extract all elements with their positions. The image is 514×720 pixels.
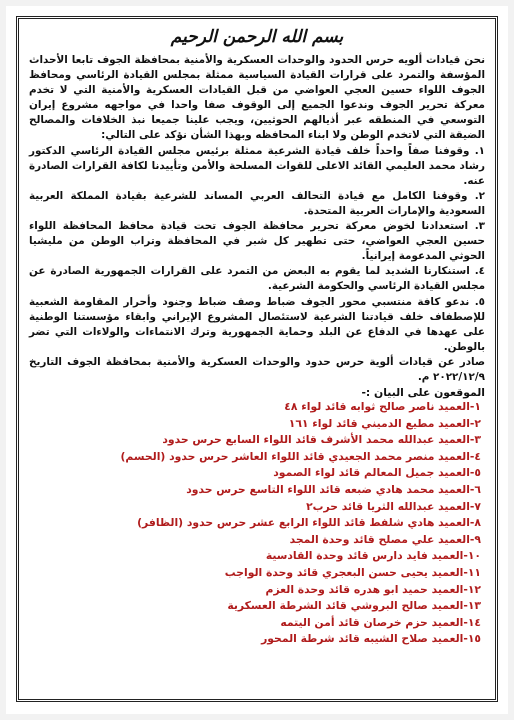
statement-intro: نحن قيادات ألويه حرس الحدود والوحدات العسكرية والأمنية بمحافظة الجوف تابعا الأحداث المؤسفة والتمرد على قرارات القيادة السياسية ممثلة بمجلس القيادة الرئاسي ومحافظ الجوف اللواء حسين العجي العواضي من قبل القيادات العسكرية والأمنية التي لا تخدم معركة تحرير الجوف وندعوا الجميع إلى الوقوف صفا واحدا في مواجهه مشروع إيران التوسعي في المنطقه عبر أذيالهم الحوثيين، ويجب علينا جميعا نبذ الخلافات والمصالح الضيقة التي لاتخدم الوطن ولا ابناء المحافظه وبهذا الشأن نؤكد على التالي:: [29, 54, 485, 142]
statement-body: [29, 53, 485, 385]
statement-point: ٥. ندعو كافة منتسبي محور الجوف ضباط وصف ضباط وجنود وأحرار المقاومة الشعبية للإصطفاف خلف قيادتنا الشرعية لاستئصال المشروع الإيراني وابقاء مؤسستنا الوطنية على عهدها في الدفاع عن البلد وحماية الجمهورية وترك الانتماءات والولاءات التي تضر بالوطن.: [29, 295, 485, 353]
signer-item: ١٠-العميد فايد دارس قائد وحدة القادسية: [265, 549, 481, 563]
document-border-frame: [16, 16, 498, 702]
statement-issued-line: صادر عن قيادات ألوية حرس حدود والوحدات العسكرية والأمنية بمحافظة الجوف التاريخ ٢٠٢٢/١٢/٩ م.: [29, 355, 485, 383]
statement-point: ١. وقوفنا صفاً واحداً خلف قيادة الشرعية ممثلة برئيس مجلس القيادة الرئاسي الدكتور رشاد محمد العليمي القائد الاعلى للقوات المسلحة والأمن وتأييدنا لكافة القرارات الصادرة عنه.: [29, 144, 485, 187]
document-page: [6, 6, 508, 714]
signer-item: ١٣-العميد صالح البروشي قائد الشرطة العسكرية: [227, 599, 481, 613]
signer-item: ٤-العميد منصر محمد الجعيدي قائد اللواء العاشر حرس حدود (الحسم): [120, 449, 481, 463]
signer-item: ٥-العميد جميل المعالم قائد لواء الصمود: [273, 466, 481, 480]
signer-item: ٨-العميد هادي شلفط قائد اللواء الرابع عشر حرس حدود (الظافر): [137, 516, 481, 530]
signer-item: ١١-العميد يحيى حسن البعجري قائد وحدة الواجب: [224, 566, 481, 579]
signer-item: ٩-العميد علي مصلح قائد وحدة المجد: [289, 532, 481, 546]
signer-item: ٣-العميد عبدالله محمد الأشرف قائد اللواء السابع حرس حدود: [162, 433, 481, 447]
signer-item: ٦-العميد محمد هادي ضبعه قائد اللواء التاسع حرس حدود: [186, 483, 481, 497]
signer-item: ٢-العميد مطيع الدميني قائد لواء ١٦١: [288, 416, 481, 430]
signer-item: ١٥-العميد صلاح الشيبه قائد شرطة المحور: [261, 632, 481, 646]
statement-point: ٤. استنكارنا الشديد لما يقوم به البعض من التمرد على القرارات الجمهورية الصادرة عن مجلس القيادة الرئاسي والحكومة الشرعية.: [29, 265, 485, 293]
statement-point: ٢. وقوفنا الكامل مع قيادة التحالف العربي المساند للشرعية بقيادة المملكة العربية السعودية والإمارات العربية المتحدة.: [29, 189, 485, 217]
signer-item: ١٤-العميد حزم خرصان قائد أمن اليتمه: [280, 615, 481, 629]
signer-item: ١-العميد ناصر صالح ثوابه قائد لواء ٤٨: [284, 400, 481, 414]
signer-item: ٧-العميد عبدالله الثريا قائد حرب٢: [306, 499, 481, 513]
signer-item: ١٢-العميد حميد ابو هدره قائد وحدة العزم: [265, 582, 481, 596]
signers-list: [29, 399, 485, 648]
signers-title: الموقعون على البيان :-: [361, 386, 485, 400]
statement-point: ٣. استعدادنا لخوض معركة تحرير محافظة الجوف تحت قيادة محافظ المحافظة اللواء حسين العجي العواضي، حتى تطهير كل شبر في المحافظة وتراب الوطن من مليشيا الحوثي المدعومة إيرانياً.: [29, 220, 485, 263]
basmala-heading: بسم الله الرحمن الرحيم: [170, 27, 344, 47]
